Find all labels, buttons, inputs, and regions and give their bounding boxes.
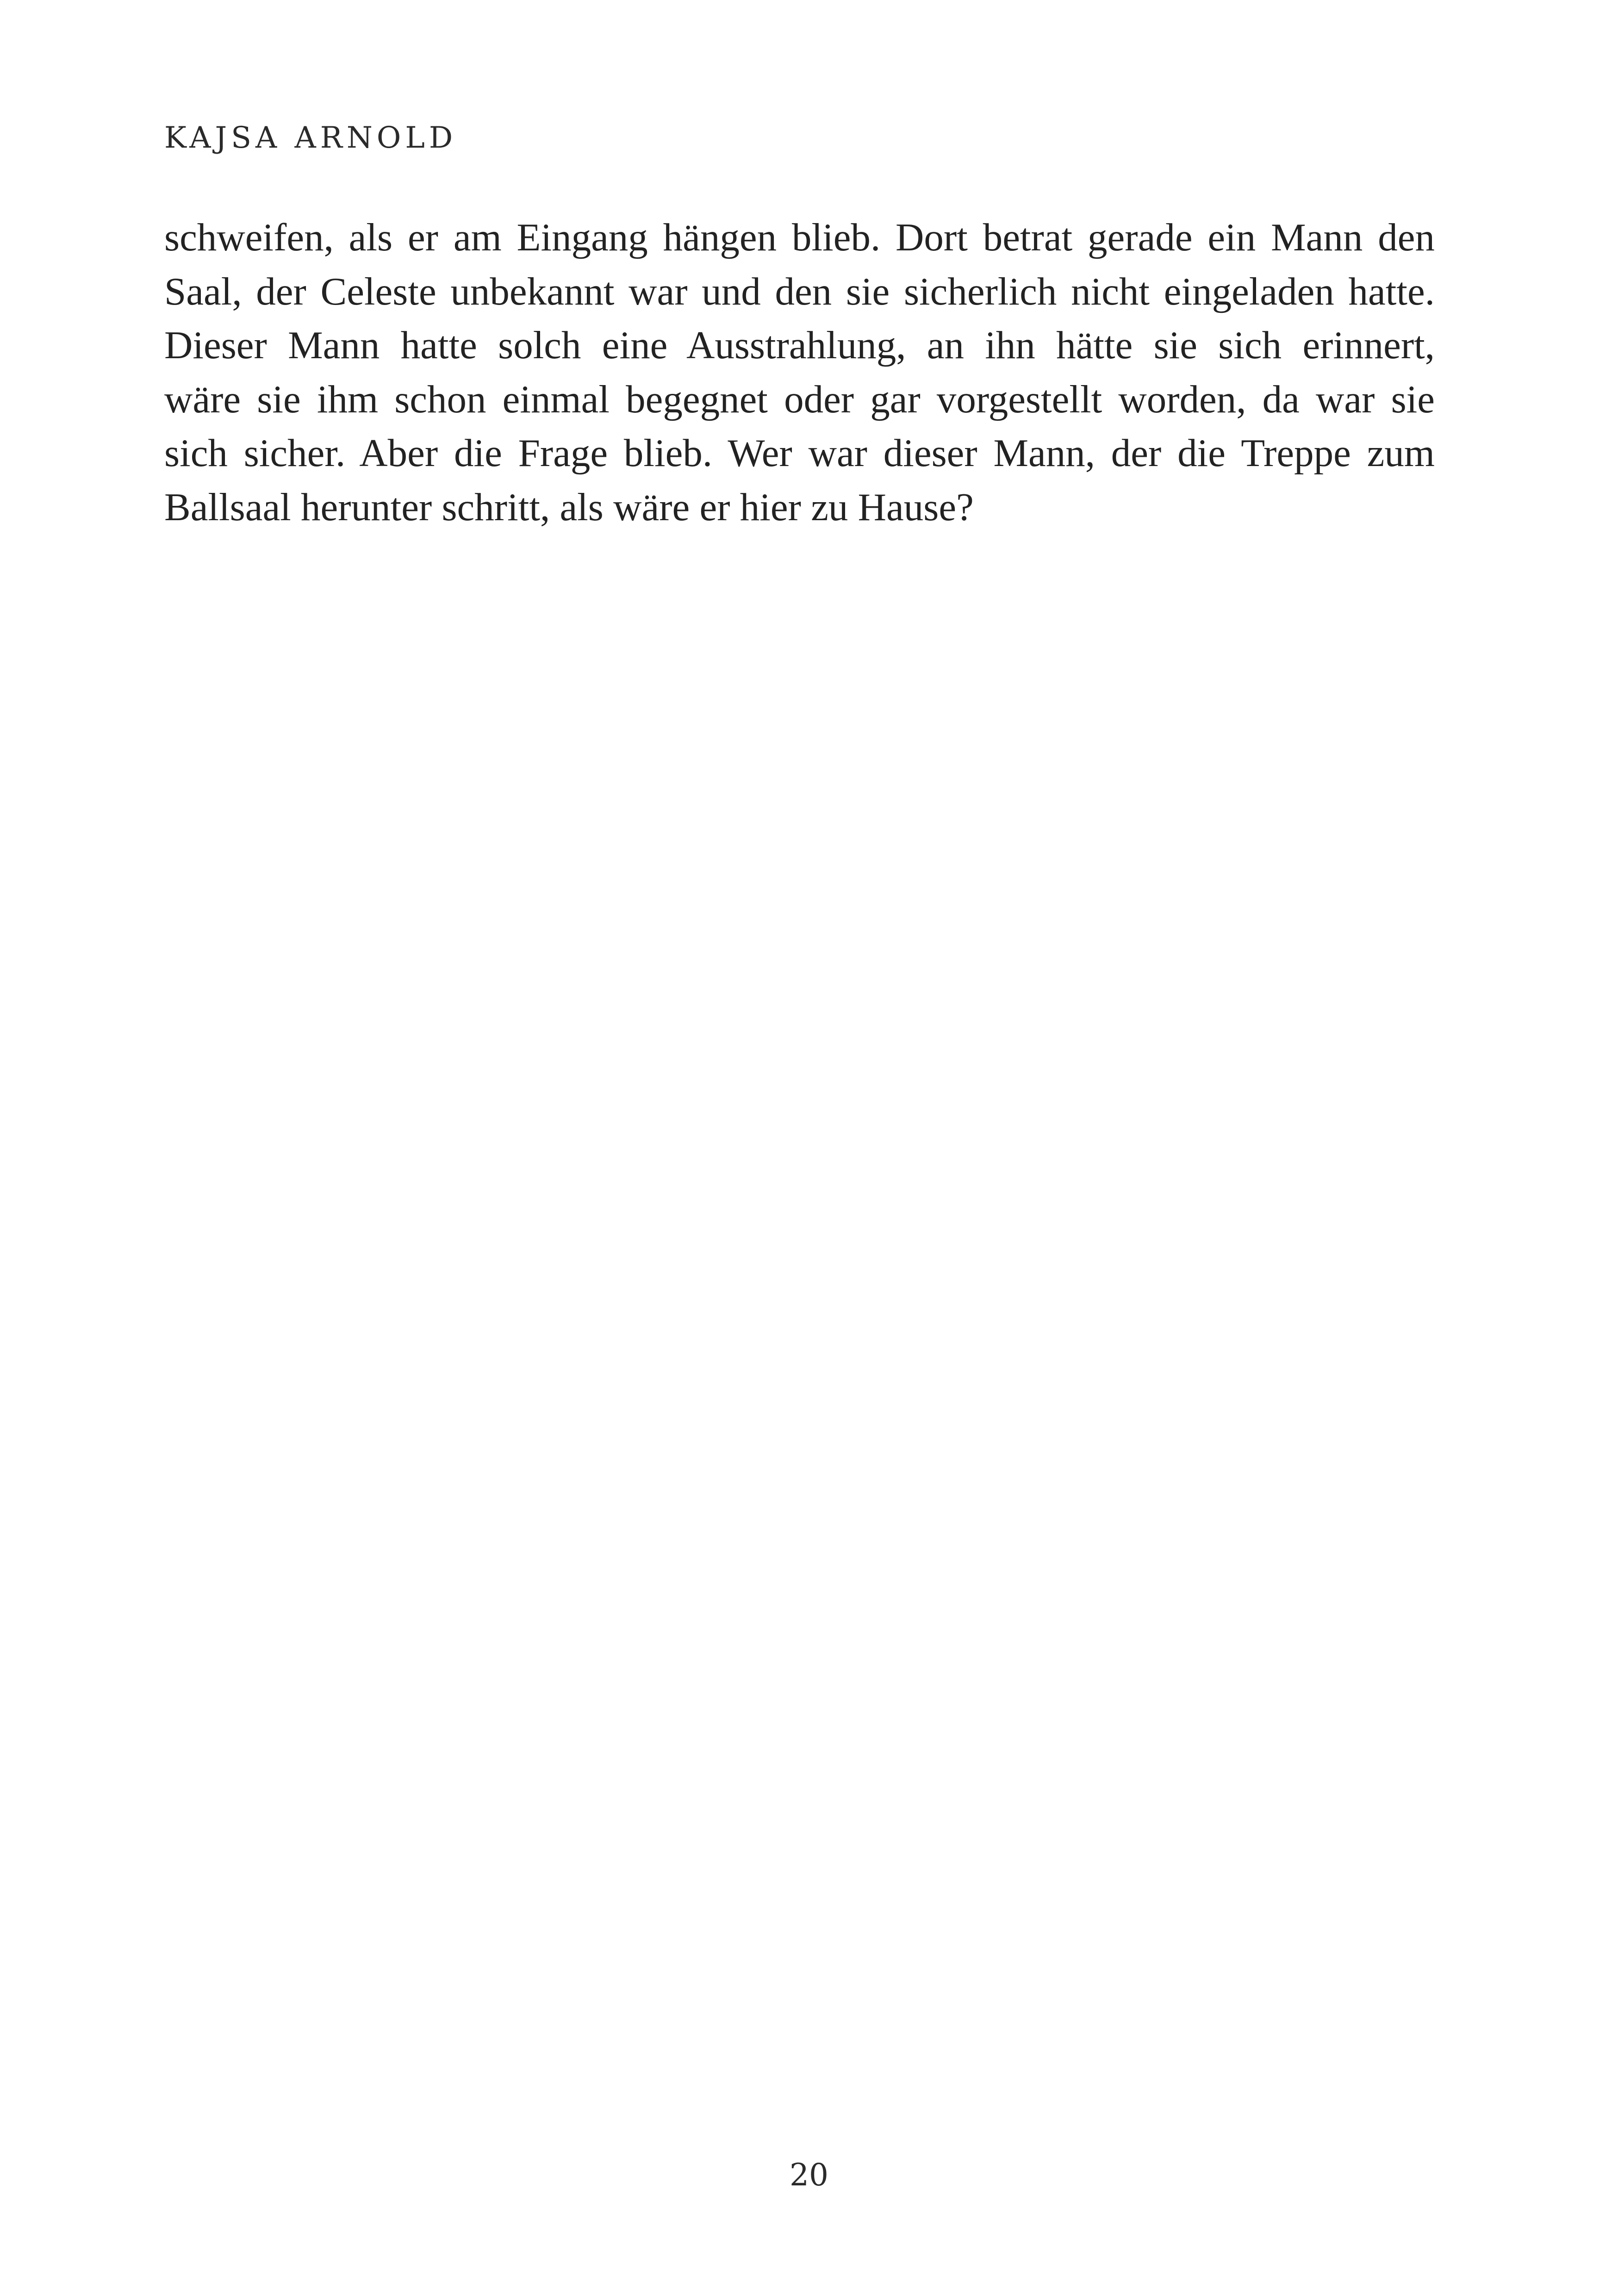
text-line: Dieser Mann hatte solch eine Ausstrahlung, an ihn hätte sie sich erinnert, (164, 324, 1435, 367)
text-line: wäre sie ihm schon einmal begegnet oder gar vorgestellt worden, da war sie (164, 377, 1435, 421)
running-header-author: KAJSA ARNOLD (164, 121, 457, 155)
text-line: Ballsaal herunter schritt, als wäre er hier zu Hause? (164, 485, 974, 529)
page-number: 20 (790, 2157, 828, 2193)
text-line: Saal, der Celeste unbekannt war und den sie sicherlich nicht eingeladen hatte. (164, 269, 1435, 313)
body-paragraph (164, 211, 1435, 534)
text-line: schweifen, als er am Eingang hängen blieb. Dort betrat gerade ein Mann den (164, 216, 1435, 259)
text-line: sich sicher. Aber die Frage blieb. Wer war dieser Mann, der die Treppe zum (164, 431, 1435, 475)
